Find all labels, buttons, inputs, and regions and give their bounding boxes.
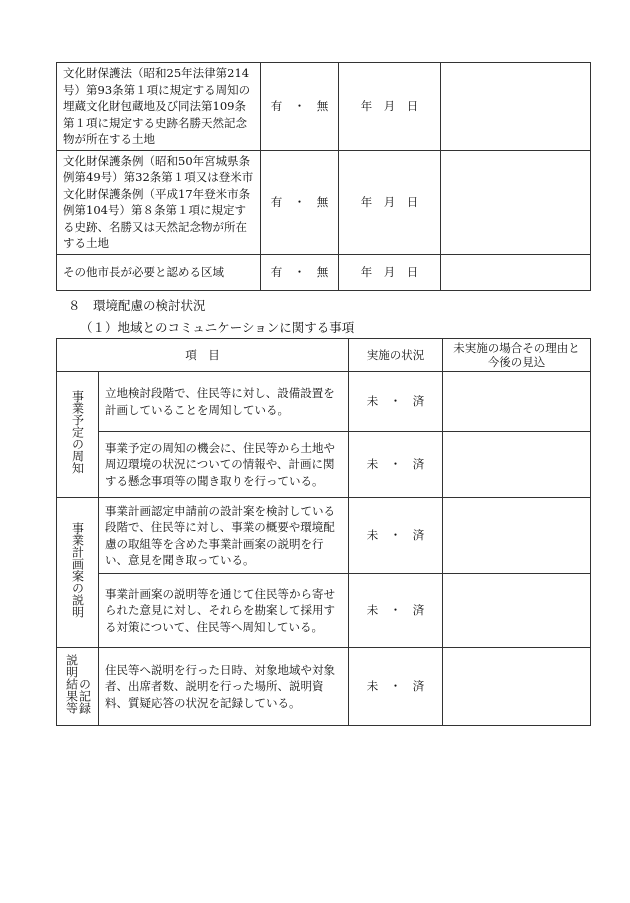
item-text: 事業計画案の説明等を通じて住民等から寄せられた意見に対し、それらを勘案して採用する対策について、住民等へ周知している。 (99, 574, 349, 648)
status-choice[interactable]: 未 ・ 済 (349, 432, 443, 498)
status-choice[interactable]: 未 ・ 済 (349, 498, 443, 574)
table-row (57, 63, 591, 151)
status-choice[interactable]: 未 ・ 済 (349, 648, 443, 726)
header-status: 実施の状況 (349, 339, 443, 372)
reason-cell[interactable] (443, 574, 591, 648)
reason-cell[interactable] (443, 372, 591, 432)
row-label: 文化財保護条例（昭和50年宮城県条例第49号）第32条第１項又は登米市文化財保護条例（平成17年登米市条例第104号）第８条第１項に規定する史跡、名勝又は天然記念物が所在する土地 (57, 150, 261, 254)
reason-cell[interactable] (443, 498, 591, 574)
item-text: 事業予定の周知の機会に、住民等から土地や周辺環境の状況についての情報や、計画に関する懸念事項等の聞き取りを行っている。 (99, 432, 349, 498)
header-reason: 未実施の場合その理由と今後の見込 (443, 339, 591, 372)
reason-cell[interactable] (443, 432, 591, 498)
notes-cell[interactable] (441, 254, 591, 290)
subsection-heading: （１）地域とのコミュニケーションに関する事項 (80, 320, 355, 335)
category-cell (57, 498, 99, 648)
category-label-2: の記録 (77, 678, 92, 715)
category-label: 説明結果等 (64, 654, 79, 715)
date-field[interactable]: 年 月 日 (339, 254, 441, 290)
header-row (57, 339, 591, 372)
row-label: その他市長が必要と認める区域 (57, 254, 261, 290)
category-cell (57, 372, 99, 498)
notes-cell[interactable] (441, 63, 591, 151)
table-row (57, 498, 591, 574)
section-heading: ８ 環境配慮の検討状況 (68, 298, 206, 313)
table-row (57, 150, 591, 254)
category-label: 事業予定の周知 (70, 390, 85, 475)
date-field[interactable]: 年 月 日 (339, 150, 441, 254)
cultural-property-table (56, 62, 591, 291)
item-text: 住民等へ説明を行った日時、対象地域や対象者、出席者数、説明を行った場所、説明資料、質疑応答の状況を記録している。 (99, 648, 349, 726)
notes-cell[interactable] (441, 150, 591, 254)
presence-choice[interactable]: 有 ・ 無 (261, 63, 339, 151)
table-row (57, 254, 591, 290)
category-label: 事業計画案の説明 (70, 522, 85, 619)
presence-choice[interactable]: 有 ・ 無 (261, 150, 339, 254)
table-row (57, 432, 591, 498)
table-row (57, 574, 591, 648)
reason-cell[interactable] (443, 648, 591, 726)
status-choice[interactable]: 未 ・ 済 (349, 372, 443, 432)
item-text: 事業計画認定申請前の設計案を検討している段階で、住民等に対し、事業の概要や環境配慮の取組等を含めた事業計画案の説明を行い、意見を聞き取っている。 (99, 498, 349, 574)
status-choice[interactable]: 未 ・ 済 (349, 574, 443, 648)
row-label: 文化財保護法（昭和25年法律第214号）第93条第１項に規定する周知の埋蔵文化財包蔵地及び同法第109条第１項に規定する史跡名勝天然記念物が所在する土地 (57, 63, 261, 151)
category-cell (57, 648, 99, 726)
presence-choice[interactable]: 有 ・ 無 (261, 254, 339, 290)
date-field[interactable]: 年 月 日 (339, 63, 441, 151)
item-text: 立地検討段階で、住民等に対し、設備設置を計画していることを周知している。 (99, 372, 349, 432)
communication-table (56, 338, 591, 726)
table-row (57, 648, 591, 726)
header-item: 項 目 (57, 339, 349, 372)
table-row (57, 372, 591, 432)
